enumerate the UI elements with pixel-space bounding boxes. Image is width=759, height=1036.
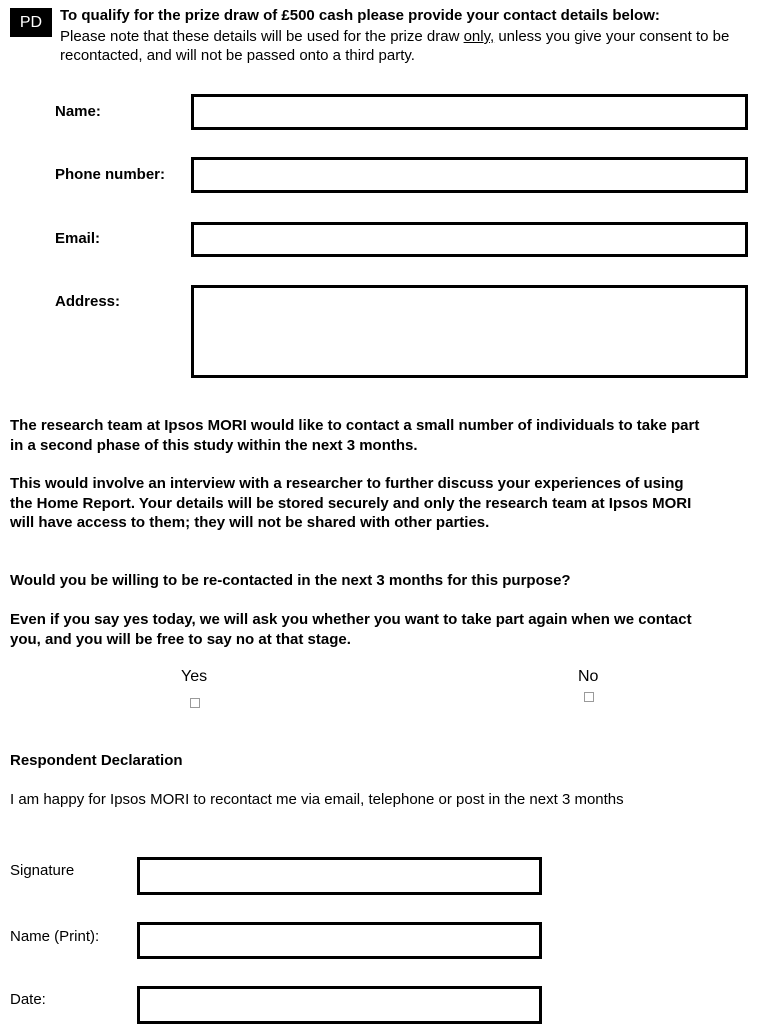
no-checkbox[interactable]	[584, 692, 594, 702]
date-label: Date:	[10, 991, 46, 1008]
prize-draw-title: To qualify for the prize draw of £500 cash please provide your contact details below:	[60, 7, 660, 24]
declaration-statement: I am happy for Ipsos MORI to recontact me via email, telephone or post in the next 3 months	[10, 791, 624, 808]
yes-label: Yes	[181, 668, 208, 685]
address-label: Address:	[55, 293, 121, 310]
signature-field[interactable]	[137, 857, 542, 895]
pd-badge: PD	[10, 8, 52, 37]
email-field[interactable]	[191, 222, 748, 257]
name-print-label: Name (Print):	[10, 928, 100, 945]
prize-draw-note	[60, 27, 750, 65]
no-label: No	[578, 668, 599, 685]
note-part-2: unless you give your consent to be recontacted, and will not be passed onto a third party.	[60, 28, 730, 64]
declaration-heading: Respondent Declaration	[10, 752, 183, 769]
signature-label: Signature	[10, 862, 75, 879]
phone-label: Phone number:	[55, 166, 166, 183]
date-field[interactable]	[137, 986, 542, 1024]
name-label: Name:	[55, 103, 101, 120]
recontact-paragraph-1: The research team at Ipsos MORI would like to contact a small number of individuals to take part in a second phase of this study within the next 3 months.	[10, 417, 700, 454]
name-field[interactable]	[191, 94, 748, 130]
name-print-field[interactable]	[137, 922, 542, 959]
phone-field[interactable]	[191, 157, 748, 193]
note-part-1: Please note that these details will be used for the prize draw	[60, 28, 464, 45]
address-field[interactable]	[191, 285, 748, 378]
recontact-question: Would you be willing to be re-contacted in the next 3 months for this purpose?	[10, 572, 571, 589]
yes-checkbox[interactable]	[190, 698, 200, 708]
recontact-paragraph-3: Even if you say yes today, we will ask you whether you want to take part again when we contact you, and you will be free to say no at that stage.	[10, 611, 692, 648]
recontact-paragraph-2: This would involve an interview with a researcher to further discuss your experiences of using the Home Report. Your details will be stored securely and only the research team at Ipsos MORI will have access to them; they will not be shared with other parties.	[10, 475, 692, 531]
note-underlined: only,	[463, 28, 495, 45]
email-label: Email:	[55, 230, 101, 247]
